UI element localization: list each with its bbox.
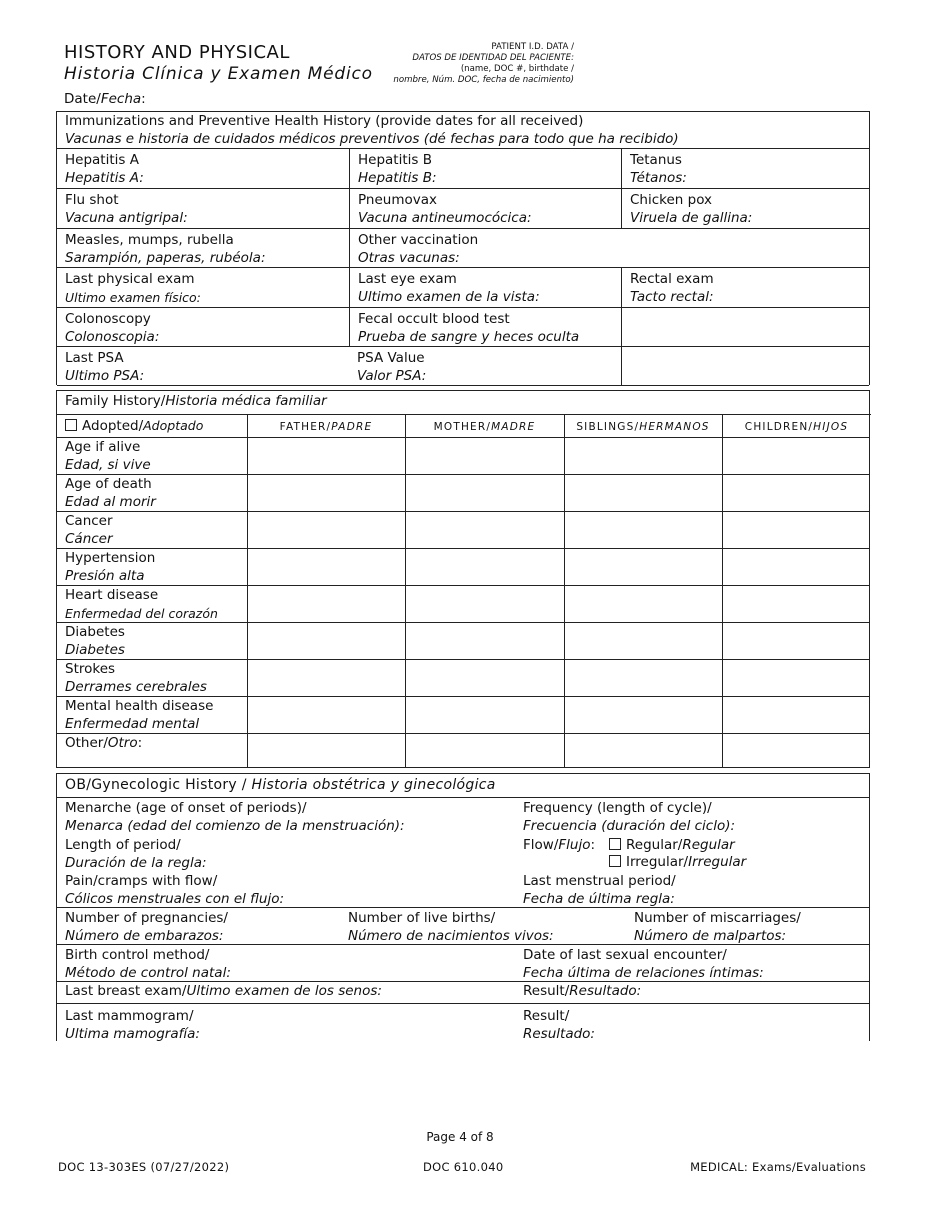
field-label-es: Resultado: <box>569 983 642 999</box>
field-label-es: Cólicos menstruales con el flujo: <box>65 890 285 907</box>
flow-label-colon: : <box>590 837 596 853</box>
field-label: Colonoscopy <box>65 311 151 327</box>
regular-label-es: Regular <box>682 837 735 853</box>
immunization-row <box>57 188 869 228</box>
field-label-es: Prueba de sangre y heces oculta <box>358 328 580 345</box>
colonoscopy-field[interactable] <box>57 308 349 346</box>
last-sexual-encounter-field[interactable] <box>523 947 764 982</box>
field-label: Menarche (age of onset of periods)/ <box>65 800 307 816</box>
field-label: Measles, mumps, rubella <box>65 232 234 248</box>
family-row-age-alive[interactable] <box>57 437 869 474</box>
field-label: Hepatitis B <box>358 152 432 168</box>
pneumovax-field[interactable] <box>349 189 621 228</box>
row-label-es: Derrames cerebrales <box>65 678 207 695</box>
field-label-es: Vacuna antigripal: <box>65 209 188 226</box>
row-label-en: Mental health disease <box>65 698 214 714</box>
col-es: PADRE <box>331 421 373 433</box>
last-menstrual-period-field[interactable] <box>523 873 676 908</box>
field-label: Number of live births/ <box>348 910 496 926</box>
empty-cell <box>621 347 871 385</box>
obgyn-title <box>65 777 496 793</box>
field-label: Last eye exam <box>358 271 457 287</box>
col-en: MOTHER/ <box>433 421 492 433</box>
length-of-period-field[interactable] <box>65 837 207 872</box>
field-label-es: Ultimo examen de los senos: <box>186 983 382 999</box>
field-label: Birth control method/ <box>65 947 210 963</box>
obgyn-section <box>56 773 870 1041</box>
mammogram-result-field[interactable] <box>523 1008 595 1043</box>
row-label <box>65 513 113 548</box>
field-label: Last PSA <box>65 350 124 366</box>
row-label-es: Edad, si vive <box>65 456 151 473</box>
field-label: Pneumovax <box>358 192 437 208</box>
frequency-field[interactable] <box>523 800 735 835</box>
family-row-strokes[interactable] <box>57 659 869 696</box>
row-label <box>65 476 156 511</box>
hepatitis-a-field[interactable] <box>57 149 349 188</box>
field-label: Frequency (length of cycle)/ <box>523 800 712 816</box>
field-label-es: Fecha última de relaciones íntimas: <box>523 964 764 981</box>
date-label-es: Fecha <box>100 91 142 107</box>
field-label-es: Frecuencia (duración del ciclo): <box>523 817 736 834</box>
field-label: Other vaccination <box>358 232 479 248</box>
form-title-spanish: Historia Clínica y Examen Médico <box>64 64 373 84</box>
last-psa-field[interactable] <box>57 347 349 385</box>
irregular-label: Irregular/ <box>626 854 689 870</box>
field-label: Date of last sexual encounter/ <box>523 947 727 963</box>
family-row-diabetes[interactable] <box>57 622 869 659</box>
field-label: Tetanus <box>630 152 682 168</box>
patient-id-block <box>380 42 574 86</box>
live-births-field[interactable] <box>348 910 554 945</box>
patient-id-line: DATOS DE IDENTIDAD DEL PACIENTE: <box>412 53 574 63</box>
field-label-es: Resultado: <box>523 1025 595 1042</box>
family-row-hypertension[interactable] <box>57 548 869 585</box>
row-label-en: Age of death <box>65 476 152 492</box>
immunization-row <box>57 267 869 307</box>
flow-label-en: Flow/ <box>523 837 559 853</box>
field-label: Hepatitis A <box>65 152 139 168</box>
row-label-es: Presión alta <box>65 567 145 584</box>
irregular-checkbox[interactable] <box>609 855 621 867</box>
column-divider <box>722 414 723 767</box>
regular-label: Regular/ <box>626 837 683 853</box>
date-colon: : <box>141 91 146 107</box>
field-label: Number of pregnancies/ <box>65 910 228 926</box>
row-label-es: Enfermedad del corazón <box>65 605 218 621</box>
row-label-en: Other/ <box>65 735 108 751</box>
immunizations-section <box>56 111 870 385</box>
field-label-es: Número de malpartos: <box>634 927 787 944</box>
row-label-es: Edad al morir <box>65 493 156 510</box>
flu-shot-field[interactable] <box>57 189 349 228</box>
field-label-es: Ultimo PSA: <box>65 367 145 384</box>
family-history-section <box>56 390 870 768</box>
row-label-es: Cáncer <box>65 530 113 547</box>
adopted-label-es: Adoptado <box>143 418 204 433</box>
row-label-es: Otro <box>107 735 138 751</box>
miscarriages-field[interactable] <box>634 910 801 945</box>
menarche-field[interactable] <box>65 800 405 835</box>
column-divider <box>405 414 406 767</box>
row-label-en: Cancer <box>65 513 113 529</box>
family-history-title <box>65 393 327 409</box>
last-eye-exam-field[interactable] <box>349 268 621 307</box>
row-label-suffix: : <box>137 735 143 751</box>
row-label-en: Heart disease <box>65 587 159 603</box>
adopted-checkbox-label[interactable] <box>57 414 247 437</box>
immunization-row <box>57 148 869 188</box>
adopted-checkbox[interactable] <box>65 419 77 431</box>
patient-id-line: (name, DOC #, birthdate / <box>460 64 574 74</box>
family-title-es: Historia médica familiar <box>165 393 327 409</box>
row-label-en: Age if alive <box>65 439 141 455</box>
empty-cell <box>621 308 871 346</box>
column-divider <box>564 414 565 767</box>
field-label-es: Tacto rectal: <box>630 288 714 305</box>
row-label <box>65 698 213 733</box>
immunization-row <box>57 346 869 386</box>
page-number: Page 4 of 8 <box>426 1130 494 1144</box>
field-label: Result/ <box>523 1008 570 1024</box>
field-label: Rectal exam <box>630 271 714 287</box>
other-vaccination-field[interactable] <box>349 229 871 267</box>
form-category: MEDICAL: Exams/Evaluations <box>690 1160 866 1174</box>
row-label <box>65 661 207 696</box>
column-header-father <box>247 414 405 437</box>
mmr-field[interactable] <box>57 229 349 267</box>
field-label: Chicken pox <box>630 192 713 208</box>
patient-id-line: PATIENT I.D. DATA / <box>491 42 574 52</box>
field-label: Pain/cramps with flow/ <box>65 873 218 889</box>
field-label-es: Otras vacunas: <box>358 249 460 266</box>
field-label-es: Duración de la regla: <box>65 854 207 871</box>
col-es: HERMANOS <box>639 421 710 433</box>
field-label-es: Valor PSA: <box>357 367 427 384</box>
breast-exam-row <box>57 981 869 1003</box>
tetanus-field[interactable] <box>621 149 871 188</box>
field-label: PSA Value <box>357 350 425 366</box>
pregnancies-field[interactable] <box>65 910 228 945</box>
psa-value-field[interactable] <box>349 347 621 385</box>
flow-regular-option[interactable] <box>609 837 735 855</box>
col-en: CHILDREN/ <box>744 421 814 433</box>
row-label-es: Enfermedad mental <box>65 715 200 732</box>
field-label: Last mammogram/ <box>65 1008 194 1024</box>
field-label-es: Viruela de gallina: <box>630 209 753 226</box>
birth-control-field[interactable] <box>65 947 231 982</box>
field-label-es: Método de control natal: <box>65 964 231 981</box>
fecal-occult-blood-test-field[interactable] <box>349 308 621 346</box>
family-row-heart-disease[interactable] <box>57 585 869 622</box>
date-field[interactable] <box>64 91 146 107</box>
row-label-en: Hypertension <box>65 550 156 566</box>
last-breast-exam-field[interactable] <box>65 983 382 1001</box>
col-en: SIBLINGS/ <box>576 421 640 433</box>
field-label-es: Ultimo examen de la vista: <box>358 288 540 305</box>
chicken-pox-field[interactable] <box>621 189 871 228</box>
field-label-es: Menarca (edad del comienzo de la menstruación): <box>65 817 405 834</box>
family-row-mental-health[interactable] <box>57 696 869 733</box>
irregular-label-es: Irregular <box>688 854 747 870</box>
form-title: HISTORY AND PHYSICAL <box>64 42 290 63</box>
pain-cramps-field[interactable] <box>65 873 284 908</box>
column-header-mother <box>405 414 564 437</box>
obgyn-title-en: OB/Gynecologic History / <box>65 777 252 793</box>
row-label <box>65 550 155 585</box>
col-es: HIJOS <box>813 421 849 433</box>
field-label-es: Fecha de última regla: <box>523 890 675 907</box>
date-label: Date/ <box>64 91 101 107</box>
field-label: Last breast exam/ <box>65 983 187 999</box>
col-en: FATHER/ <box>279 421 332 433</box>
mammogram-row <box>57 1003 869 1042</box>
row-label <box>65 587 218 622</box>
last-physical-exam-field[interactable] <box>57 268 349 307</box>
immunization-row <box>57 307 869 346</box>
row-label <box>65 439 151 474</box>
family-title-en: Family History/ <box>65 393 166 409</box>
family-row-other[interactable] <box>57 733 869 769</box>
immunization-row <box>57 228 869 267</box>
field-label-es: Ultima mamografía: <box>65 1025 200 1042</box>
immunizations-title-es: Vacunas e historia de cuidados médicos preventivos (dé fechas para todo que ha recibido) <box>65 131 679 147</box>
field-label: Number of miscarriages/ <box>634 910 801 926</box>
pregnancy-history-row <box>57 907 869 944</box>
rectal-exam-field[interactable] <box>621 268 871 307</box>
family-row-cancer[interactable] <box>57 511 869 548</box>
field-label-es: Ultimo examen físico: <box>65 289 201 305</box>
field-label: Result/ <box>523 983 570 999</box>
row-label-es: Diabetes <box>65 641 125 658</box>
immunizations-title-en: Immunizations and Preventive Health History (provide dates for all received) <box>65 113 584 129</box>
menstrual-history-block <box>57 797 869 907</box>
flow-label-es: Flujo <box>558 837 591 853</box>
field-label: Flu shot <box>65 192 119 208</box>
field-label-es: Colonoscopia: <box>65 328 160 345</box>
col-es: MADRE <box>491 421 536 433</box>
policy-number: DOC 610.040 <box>423 1160 504 1174</box>
row-label-en: Strokes <box>65 661 116 677</box>
adopted-label: Adopted/ <box>82 418 144 434</box>
field-label: Length of period/ <box>65 837 181 853</box>
row-label <box>65 624 125 659</box>
field-label-es: Hepatitis A: <box>65 169 144 186</box>
last-mammogram-field[interactable] <box>65 1008 200 1043</box>
obgyn-title-es: Historia obstétrica y ginecológica <box>251 777 496 793</box>
patient-id-line: nombre, Núm. DOC, fecha de nacimiento) <box>393 75 574 85</box>
field-label-es: Número de nacimientos vivos: <box>348 927 554 944</box>
field-label-es: Hepatitis B: <box>358 169 437 186</box>
regular-checkbox[interactable] <box>609 838 621 850</box>
field-label: Last menstrual period/ <box>523 873 676 889</box>
breast-exam-result-field[interactable] <box>523 983 641 1001</box>
column-header-children <box>722 414 871 437</box>
field-label-es: Vacuna antineumocócica: <box>358 209 532 226</box>
field-label: Last physical exam <box>65 271 195 287</box>
column-header-siblings <box>564 414 722 437</box>
hepatitis-b-field[interactable] <box>349 149 621 188</box>
field-label-es: Número de embarazos: <box>65 927 224 944</box>
column-divider <box>247 414 248 767</box>
flow-irregular-option[interactable] <box>609 854 746 872</box>
form-id: DOC 13-303ES (07/27/2022) <box>58 1160 230 1174</box>
field-label: Fecal occult blood test <box>358 311 510 327</box>
immunizations-title <box>65 112 679 148</box>
flow-label <box>523 837 595 855</box>
row-label <box>65 735 142 753</box>
row-label-en: Diabetes <box>65 624 125 640</box>
family-row-age-death[interactable] <box>57 474 869 511</box>
birth-control-row <box>57 944 869 981</box>
field-label-es: Tétanos: <box>630 169 687 186</box>
field-label-es: Sarampión, paperas, rubéola: <box>65 249 266 266</box>
